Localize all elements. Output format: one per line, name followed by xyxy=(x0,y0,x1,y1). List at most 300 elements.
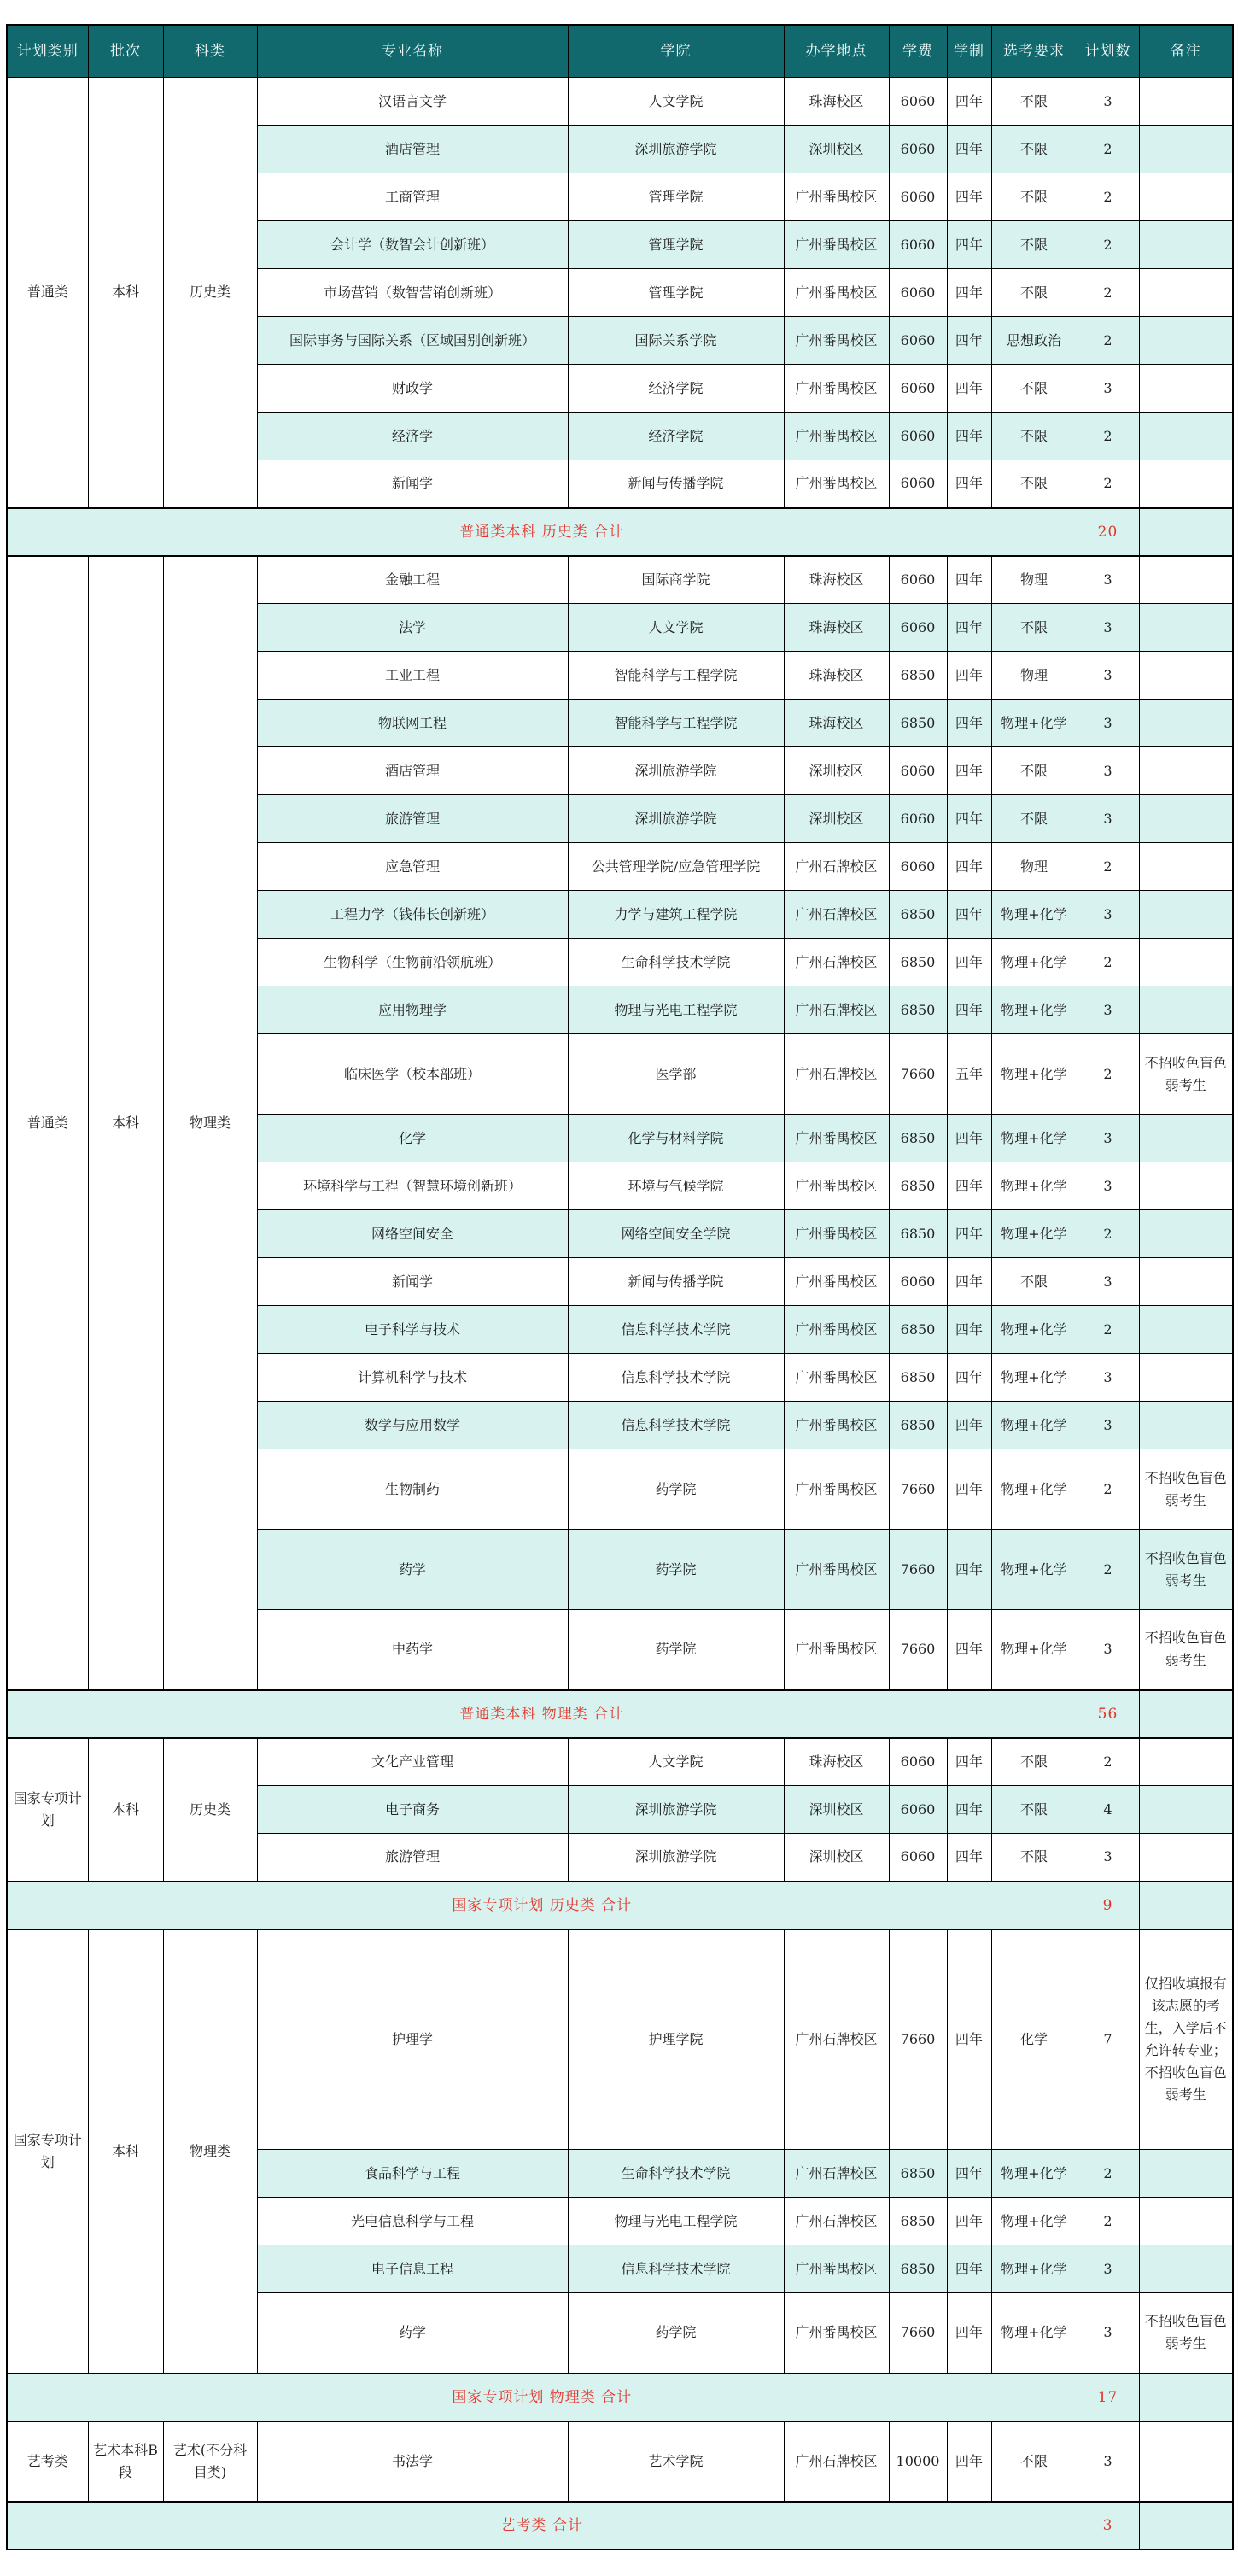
cell-exam-requirement: 物理+化学 xyxy=(991,1610,1077,1690)
cell-major-name: 中药学 xyxy=(257,1610,568,1690)
cell-plan-count: 3 xyxy=(1077,2293,1139,2374)
cell-plan-count: 3 xyxy=(1077,2421,1139,2502)
cell-duration: 四年 xyxy=(947,1115,991,1162)
cell-remarks xyxy=(1139,78,1233,126)
cell-exam-requirement: 物理+化学 xyxy=(991,1115,1077,1162)
cell-college: 智能科学与工程学院 xyxy=(568,652,784,700)
cell-major-name: 应急管理 xyxy=(257,843,568,891)
cell-plan-count: 3 xyxy=(1077,1258,1139,1306)
cell-college: 生命科学技术学院 xyxy=(568,939,784,986)
cell-duration: 四年 xyxy=(947,2245,991,2293)
cell-major-name: 经济学 xyxy=(257,413,568,460)
subtotal-row xyxy=(7,1882,1233,1929)
cell-duration: 四年 xyxy=(947,2293,991,2374)
cell-college: 智能科学与工程学院 xyxy=(568,700,784,747)
cell-exam-requirement: 不限 xyxy=(991,747,1077,795)
cell-plan-count: 2 xyxy=(1077,1306,1139,1354)
cell-college: 药学院 xyxy=(568,2293,784,2374)
subtotal-remark-empty xyxy=(1139,2374,1233,2421)
subtotal-label: 艺考类 合计 xyxy=(7,2502,1077,2550)
cell-major-name: 物联网工程 xyxy=(257,700,568,747)
cell-plan-count: 2 xyxy=(1077,173,1139,221)
cell-duration: 四年 xyxy=(947,604,991,652)
cell-remarks xyxy=(1139,939,1233,986)
cell-plan-category: 艺考类 xyxy=(7,2421,88,2502)
col-header-campus: 办学地点 xyxy=(784,25,889,78)
cell-major-name: 新闻学 xyxy=(257,1258,568,1306)
cell-remarks xyxy=(1139,1834,1233,1882)
cell-exam-requirement: 物理+化学 xyxy=(991,1354,1077,1402)
cell-remarks xyxy=(1139,1258,1233,1306)
plan-row xyxy=(7,556,1233,604)
cell-duration: 四年 xyxy=(947,460,991,508)
cell-remarks xyxy=(1139,1354,1233,1402)
cell-major-name: 会计学（数智会计创新班） xyxy=(257,221,568,269)
cell-exam-requirement: 不限 xyxy=(991,604,1077,652)
cell-campus: 深圳校区 xyxy=(784,1834,889,1882)
cell-subject-type: 历史类 xyxy=(163,78,257,508)
cell-tuition: 6850 xyxy=(889,652,947,700)
cell-college: 人文学院 xyxy=(568,1738,784,1786)
cell-duration: 四年 xyxy=(947,795,991,843)
cell-duration: 四年 xyxy=(947,2421,991,2502)
cell-plan-category: 普通类 xyxy=(7,556,88,1690)
cell-plan-category: 国家专项计划 xyxy=(7,1738,88,1882)
cell-campus: 广州番禺校区 xyxy=(784,1115,889,1162)
cell-college: 经济学院 xyxy=(568,365,784,413)
cell-duration: 四年 xyxy=(947,269,991,317)
cell-duration: 四年 xyxy=(947,556,991,604)
cell-exam-requirement: 不限 xyxy=(991,126,1077,173)
subtotal-remark-empty xyxy=(1139,508,1233,556)
cell-college: 艺术学院 xyxy=(568,2421,784,2502)
cell-tuition: 6060 xyxy=(889,1258,947,1306)
cell-plan-count: 3 xyxy=(1077,1402,1139,1449)
cell-plan-category: 国家专项计划 xyxy=(7,1929,88,2374)
cell-major-name: 汉语言文学 xyxy=(257,78,568,126)
cell-college: 经济学院 xyxy=(568,413,784,460)
cell-major-name: 数学与应用数学 xyxy=(257,1402,568,1449)
cell-exam-requirement: 不限 xyxy=(991,1258,1077,1306)
cell-campus: 广州番禺校区 xyxy=(784,1306,889,1354)
cell-tuition: 7660 xyxy=(889,1530,947,1610)
cell-duration: 四年 xyxy=(947,1449,991,1530)
cell-college: 药学院 xyxy=(568,1610,784,1690)
cell-remarks xyxy=(1139,2198,1233,2245)
cell-remarks xyxy=(1139,269,1233,317)
cell-remarks xyxy=(1139,747,1233,795)
cell-tuition: 7660 xyxy=(889,1034,947,1115)
cell-plan-count: 3 xyxy=(1077,1834,1139,1882)
cell-campus: 广州番禺校区 xyxy=(784,460,889,508)
cell-campus: 广州番禺校区 xyxy=(784,1402,889,1449)
cell-exam-requirement: 物理+化学 xyxy=(991,1402,1077,1449)
cell-major-name: 法学 xyxy=(257,604,568,652)
cell-campus: 广州番禺校区 xyxy=(784,365,889,413)
cell-exam-requirement: 不限 xyxy=(991,413,1077,460)
cell-tuition: 6060 xyxy=(889,747,947,795)
cell-remarks xyxy=(1139,1162,1233,1210)
cell-exam-requirement: 化学 xyxy=(991,1929,1077,2150)
cell-subject-type: 物理类 xyxy=(163,556,257,1690)
cell-exam-requirement: 不限 xyxy=(991,221,1077,269)
cell-remarks xyxy=(1139,1306,1233,1354)
cell-college: 深圳旅游学院 xyxy=(568,795,784,843)
cell-tuition: 6850 xyxy=(889,1115,947,1162)
cell-exam-requirement: 不限 xyxy=(991,2421,1077,2502)
cell-campus: 广州番禺校区 xyxy=(784,1162,889,1210)
table-header-row xyxy=(7,25,1233,78)
cell-remarks xyxy=(1139,1115,1233,1162)
subtotal-row xyxy=(7,1690,1233,1738)
cell-exam-requirement: 物理 xyxy=(991,652,1077,700)
subtotal-row xyxy=(7,2374,1233,2421)
cell-exam-requirement: 物理+化学 xyxy=(991,1162,1077,1210)
cell-duration: 四年 xyxy=(947,1306,991,1354)
cell-exam-requirement: 物理+化学 xyxy=(991,2293,1077,2374)
cell-tuition: 6850 xyxy=(889,2198,947,2245)
cell-college: 信息科学技术学院 xyxy=(568,1402,784,1449)
cell-major-name: 光电信息科学与工程 xyxy=(257,2198,568,2245)
cell-duration: 四年 xyxy=(947,891,991,939)
cell-exam-requirement: 思想政治 xyxy=(991,317,1077,365)
col-header-plan-category: 计划类别 xyxy=(7,25,88,78)
cell-major-name: 工程力学（钱伟长创新班） xyxy=(257,891,568,939)
cell-plan-count: 2 xyxy=(1077,221,1139,269)
cell-tuition: 6850 xyxy=(889,2245,947,2293)
cell-duration: 四年 xyxy=(947,1162,991,1210)
cell-campus: 广州番禺校区 xyxy=(784,1530,889,1610)
cell-batch: 艺术本科B段 xyxy=(88,2421,163,2502)
cell-duration: 四年 xyxy=(947,78,991,126)
cell-duration: 四年 xyxy=(947,1354,991,1402)
cell-major-name: 旅游管理 xyxy=(257,1834,568,1882)
cell-subject-type: 艺术(不分科目类) xyxy=(163,2421,257,2502)
cell-college: 国际商学院 xyxy=(568,556,784,604)
subtotal-value: 3 xyxy=(1077,2502,1139,2550)
subtotal-value: 56 xyxy=(1077,1690,1139,1738)
cell-exam-requirement: 物理+化学 xyxy=(991,986,1077,1034)
cell-major-name: 旅游管理 xyxy=(257,795,568,843)
cell-campus: 广州番禺校区 xyxy=(784,1354,889,1402)
cell-exam-requirement: 物理+化学 xyxy=(991,700,1077,747)
plan-row xyxy=(7,1929,1233,2150)
cell-tuition: 6850 xyxy=(889,1306,947,1354)
table-body xyxy=(7,78,1233,2550)
cell-tuition: 7660 xyxy=(889,1449,947,1530)
cell-exam-requirement: 物理+化学 xyxy=(991,2150,1077,2198)
cell-remarks xyxy=(1139,460,1233,508)
cell-college: 药学院 xyxy=(568,1449,784,1530)
cell-campus: 广州番禺校区 xyxy=(784,1210,889,1258)
cell-campus: 珠海校区 xyxy=(784,556,889,604)
cell-campus: 珠海校区 xyxy=(784,78,889,126)
cell-duration: 四年 xyxy=(947,1929,991,2150)
subtotal-remark-empty xyxy=(1139,2502,1233,2550)
cell-duration: 四年 xyxy=(947,1258,991,1306)
cell-campus: 广州番禺校区 xyxy=(784,413,889,460)
cell-campus: 珠海校区 xyxy=(784,700,889,747)
cell-remarks xyxy=(1139,1738,1233,1786)
plan-row xyxy=(7,78,1233,126)
cell-tuition: 6060 xyxy=(889,317,947,365)
cell-college: 深圳旅游学院 xyxy=(568,1834,784,1882)
cell-campus: 广州石牌校区 xyxy=(784,1929,889,2150)
cell-tuition: 6060 xyxy=(889,269,947,317)
cell-major-name: 食品科学与工程 xyxy=(257,2150,568,2198)
cell-duration: 四年 xyxy=(947,126,991,173)
cell-major-name: 市场营销（数智营销创新班） xyxy=(257,269,568,317)
cell-campus: 广州番禺校区 xyxy=(784,1258,889,1306)
col-header-exam-requirement: 选考要求 xyxy=(991,25,1077,78)
cell-batch: 本科 xyxy=(88,556,163,1690)
cell-exam-requirement: 物理+化学 xyxy=(991,939,1077,986)
admission-plan-table xyxy=(6,24,1234,2550)
subtotal-value: 9 xyxy=(1077,1882,1139,1929)
cell-remarks xyxy=(1139,1786,1233,1834)
cell-plan-count: 2 xyxy=(1077,2150,1139,2198)
cell-duration: 四年 xyxy=(947,2198,991,2245)
col-header-major-name: 专业名称 xyxy=(257,25,568,78)
cell-campus: 深圳校区 xyxy=(784,795,889,843)
cell-major-name: 工业工程 xyxy=(257,652,568,700)
cell-college: 管理学院 xyxy=(568,269,784,317)
cell-campus: 广州番禺校区 xyxy=(784,1610,889,1690)
cell-major-name: 药学 xyxy=(257,1530,568,1610)
cell-plan-count: 2 xyxy=(1077,269,1139,317)
col-header-college: 学院 xyxy=(568,25,784,78)
cell-tuition: 6060 xyxy=(889,173,947,221)
cell-exam-requirement: 物理+化学 xyxy=(991,1449,1077,1530)
cell-tuition: 6060 xyxy=(889,221,947,269)
cell-duration: 四年 xyxy=(947,1402,991,1449)
cell-campus: 广州石牌校区 xyxy=(784,2198,889,2245)
cell-college: 力学与建筑工程学院 xyxy=(568,891,784,939)
cell-major-name: 工商管理 xyxy=(257,173,568,221)
cell-major-name: 电子科学与技术 xyxy=(257,1306,568,1354)
cell-major-name: 化学 xyxy=(257,1115,568,1162)
cell-tuition: 6060 xyxy=(889,604,947,652)
cell-college: 医学部 xyxy=(568,1034,784,1115)
cell-remarks xyxy=(1139,843,1233,891)
cell-campus: 广州番禺校区 xyxy=(784,269,889,317)
cell-plan-count: 2 xyxy=(1077,413,1139,460)
cell-tuition: 6850 xyxy=(889,891,947,939)
cell-exam-requirement: 不限 xyxy=(991,1786,1077,1834)
cell-campus: 珠海校区 xyxy=(784,1738,889,1786)
cell-major-name: 酒店管理 xyxy=(257,126,568,173)
cell-plan-category: 普通类 xyxy=(7,78,88,508)
cell-plan-count: 2 xyxy=(1077,1034,1139,1115)
cell-college: 管理学院 xyxy=(568,221,784,269)
cell-major-name: 生物科学（生物前沿领航班） xyxy=(257,939,568,986)
cell-remarks xyxy=(1139,795,1233,843)
cell-major-name: 网络空间安全 xyxy=(257,1210,568,1258)
cell-tuition: 6850 xyxy=(889,1402,947,1449)
cell-major-name: 应用物理学 xyxy=(257,986,568,1034)
cell-college: 人文学院 xyxy=(568,78,784,126)
cell-duration: 四年 xyxy=(947,317,991,365)
subtotal-value: 20 xyxy=(1077,508,1139,556)
cell-plan-count: 3 xyxy=(1077,1610,1139,1690)
cell-campus: 广州番禺校区 xyxy=(784,173,889,221)
cell-campus: 广州番禺校区 xyxy=(784,1449,889,1530)
cell-remarks xyxy=(1139,2421,1233,2502)
subtotal-label: 国家专项计划 物理类 合计 xyxy=(7,2374,1077,2421)
cell-major-name: 药学 xyxy=(257,2293,568,2374)
cell-plan-count: 3 xyxy=(1077,1162,1139,1210)
cell-duration: 四年 xyxy=(947,1610,991,1690)
cell-tuition: 6060 xyxy=(889,1834,947,1882)
cell-major-name: 电子信息工程 xyxy=(257,2245,568,2293)
cell-campus: 深圳校区 xyxy=(784,1786,889,1834)
cell-plan-count: 2 xyxy=(1077,317,1139,365)
cell-campus: 深圳校区 xyxy=(784,126,889,173)
cell-campus: 广州石牌校区 xyxy=(784,986,889,1034)
cell-tuition: 6850 xyxy=(889,2150,947,2198)
cell-subject-type: 物理类 xyxy=(163,1929,257,2374)
cell-exam-requirement: 不限 xyxy=(991,460,1077,508)
cell-duration: 四年 xyxy=(947,2150,991,2198)
cell-tuition: 6060 xyxy=(889,365,947,413)
cell-duration: 四年 xyxy=(947,986,991,1034)
cell-plan-count: 2 xyxy=(1077,1449,1139,1530)
cell-tuition: 6850 xyxy=(889,700,947,747)
cell-remarks: 仅招收填报有该志愿的考生，入学后不允许转专业；不招收色盲色弱考生 xyxy=(1139,1929,1233,2150)
cell-plan-count: 3 xyxy=(1077,747,1139,795)
cell-exam-requirement: 物理+化学 xyxy=(991,1530,1077,1610)
cell-remarks: 不招收色盲色弱考生 xyxy=(1139,1610,1233,1690)
cell-remarks: 不招收色盲色弱考生 xyxy=(1139,1449,1233,1530)
cell-exam-requirement: 物理+化学 xyxy=(991,1034,1077,1115)
cell-plan-count: 4 xyxy=(1077,1786,1139,1834)
cell-tuition: 10000 xyxy=(889,2421,947,2502)
cell-campus: 广州石牌校区 xyxy=(784,891,889,939)
cell-duration: 四年 xyxy=(947,939,991,986)
cell-major-name: 书法学 xyxy=(257,2421,568,2502)
cell-tuition: 6850 xyxy=(889,1162,947,1210)
col-header-plan-count: 计划数 xyxy=(1077,25,1139,78)
cell-duration: 四年 xyxy=(947,1786,991,1834)
cell-college: 信息科学技术学院 xyxy=(568,1306,784,1354)
cell-campus: 深圳校区 xyxy=(784,747,889,795)
cell-remarks xyxy=(1139,556,1233,604)
plan-row xyxy=(7,2421,1233,2502)
cell-college: 管理学院 xyxy=(568,173,784,221)
cell-exam-requirement: 不限 xyxy=(991,78,1077,126)
cell-exam-requirement: 不限 xyxy=(991,173,1077,221)
cell-exam-requirement: 不限 xyxy=(991,269,1077,317)
cell-remarks xyxy=(1139,126,1233,173)
cell-duration: 四年 xyxy=(947,173,991,221)
cell-plan-count: 2 xyxy=(1077,2198,1139,2245)
cell-campus: 珠海校区 xyxy=(784,652,889,700)
cell-exam-requirement: 不限 xyxy=(991,1738,1077,1786)
cell-major-name: 新闻学 xyxy=(257,460,568,508)
cell-college: 深圳旅游学院 xyxy=(568,126,784,173)
cell-campus: 珠海校区 xyxy=(784,604,889,652)
cell-college: 物理与光电工程学院 xyxy=(568,2198,784,2245)
cell-college: 护理学院 xyxy=(568,1929,784,2150)
cell-remarks: 不招收色盲色弱考生 xyxy=(1139,1034,1233,1115)
plan-row xyxy=(7,1738,1233,1786)
cell-tuition: 6850 xyxy=(889,939,947,986)
cell-campus: 广州番禺校区 xyxy=(784,317,889,365)
cell-major-name: 护理学 xyxy=(257,1929,568,2150)
cell-plan-count: 2 xyxy=(1077,126,1139,173)
cell-tuition: 6060 xyxy=(889,413,947,460)
cell-tuition: 6060 xyxy=(889,1786,947,1834)
cell-plan-count: 3 xyxy=(1077,891,1139,939)
cell-tuition: 6060 xyxy=(889,78,947,126)
cell-duration: 四年 xyxy=(947,652,991,700)
subtotal-label: 普通类本科 物理类 合计 xyxy=(7,1690,1077,1738)
cell-college: 新闻与传播学院 xyxy=(568,1258,784,1306)
cell-major-name: 临床医学（校本部班） xyxy=(257,1034,568,1115)
subtotal-row xyxy=(7,508,1233,556)
cell-tuition: 6850 xyxy=(889,1354,947,1402)
cell-plan-count: 2 xyxy=(1077,1210,1139,1258)
cell-campus: 广州番禺校区 xyxy=(784,221,889,269)
cell-plan-count: 7 xyxy=(1077,1929,1139,2150)
cell-tuition: 6060 xyxy=(889,843,947,891)
cell-exam-requirement: 不限 xyxy=(991,1834,1077,1882)
cell-college: 药学院 xyxy=(568,1530,784,1610)
cell-remarks xyxy=(1139,317,1233,365)
cell-exam-requirement: 不限 xyxy=(991,795,1077,843)
cell-major-name: 环境科学与工程（智慧环境创新班） xyxy=(257,1162,568,1210)
cell-plan-count: 2 xyxy=(1077,460,1139,508)
cell-tuition: 6060 xyxy=(889,126,947,173)
cell-college: 信息科学技术学院 xyxy=(568,1354,784,1402)
cell-plan-count: 2 xyxy=(1077,843,1139,891)
cell-tuition: 6060 xyxy=(889,1738,947,1786)
cell-remarks xyxy=(1139,652,1233,700)
col-header-duration: 学制 xyxy=(947,25,991,78)
cell-plan-count: 3 xyxy=(1077,795,1139,843)
cell-major-name: 电子商务 xyxy=(257,1786,568,1834)
cell-remarks xyxy=(1139,1402,1233,1449)
cell-major-name: 金融工程 xyxy=(257,556,568,604)
cell-exam-requirement: 物理 xyxy=(991,556,1077,604)
cell-college: 人文学院 xyxy=(568,604,784,652)
cell-campus: 广州石牌校区 xyxy=(784,2421,889,2502)
cell-duration: 五年 xyxy=(947,1034,991,1115)
cell-plan-count: 3 xyxy=(1077,986,1139,1034)
cell-tuition: 7660 xyxy=(889,1929,947,2150)
cell-plan-count: 2 xyxy=(1077,939,1139,986)
col-header-remarks: 备注 xyxy=(1139,25,1233,78)
cell-plan-count: 3 xyxy=(1077,556,1139,604)
cell-campus: 广州石牌校区 xyxy=(784,1034,889,1115)
cell-remarks xyxy=(1139,365,1233,413)
cell-college: 生命科学技术学院 xyxy=(568,2150,784,2198)
cell-remarks xyxy=(1139,891,1233,939)
subtotal-value: 17 xyxy=(1077,2374,1139,2421)
cell-tuition: 7660 xyxy=(889,1610,947,1690)
cell-tuition: 6060 xyxy=(889,556,947,604)
cell-college: 网络空间安全学院 xyxy=(568,1210,784,1258)
cell-tuition: 6850 xyxy=(889,1210,947,1258)
cell-college: 国际关系学院 xyxy=(568,317,784,365)
cell-major-name: 酒店管理 xyxy=(257,747,568,795)
cell-college: 深圳旅游学院 xyxy=(568,747,784,795)
cell-duration: 四年 xyxy=(947,747,991,795)
cell-tuition: 6850 xyxy=(889,986,947,1034)
cell-batch: 本科 xyxy=(88,1738,163,1882)
cell-duration: 四年 xyxy=(947,1210,991,1258)
cell-remarks xyxy=(1139,2150,1233,2198)
